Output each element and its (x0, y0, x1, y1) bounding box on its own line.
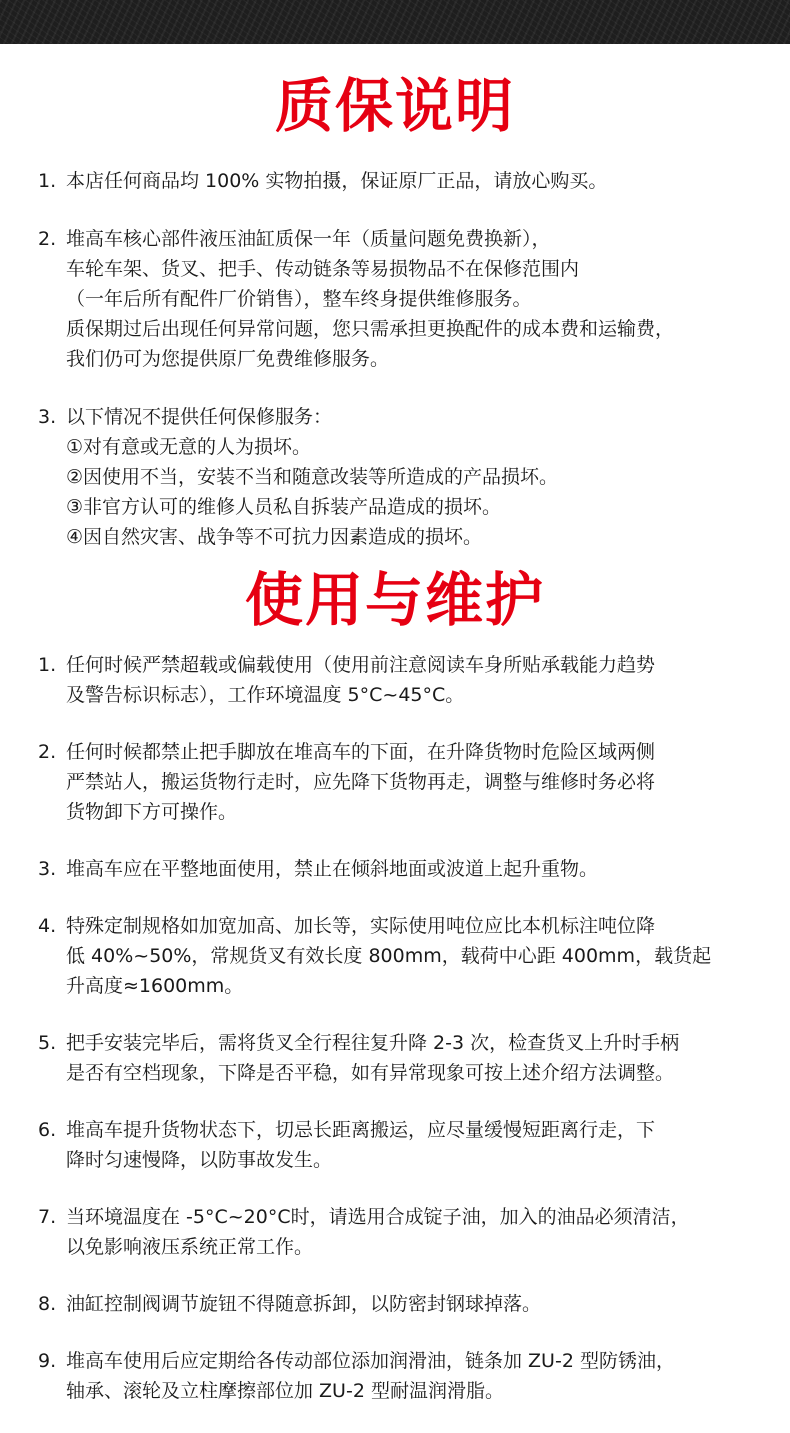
top-texture-band (0, 0, 790, 44)
item-text-line: ①对有意或无意的人为损坏。 (66, 436, 312, 458)
item-text-line: 把手安装完毕后，需将货叉全行程往复升降 2-3 次，检查货叉上升时手柄 (66, 1032, 680, 1054)
item-number: 9. (38, 1350, 57, 1372)
usage-maintenance-list (38, 650, 758, 1433)
item-text-line: 当环境温度在 -5°C~20°C时，请选用合成锭子油，加入的油品必须清洁， (66, 1206, 690, 1228)
item-number: 1. (38, 654, 57, 676)
item-number: 4. (38, 915, 57, 937)
item-text-line: 轴承、滚轮及立柱摩擦部位加 ZU-2 型耐温润滑脂。 (66, 1380, 504, 1402)
item-text-line: ③非官方认可的维修人员私自拆装产品造成的损坏。 (66, 496, 502, 518)
item-text-line: 堆高车应在平整地面使用，禁止在倾斜地面或波道上起升重物。 (66, 858, 599, 880)
item-number: 6. (38, 1119, 57, 1141)
item-number: 2. (38, 741, 57, 763)
item-text-line: 以免影响液压系统正常工作。 (66, 1236, 314, 1258)
list-item (38, 1202, 758, 1262)
item-text (66, 1028, 758, 1088)
item-text (66, 1115, 758, 1175)
list-item (38, 1115, 758, 1175)
list-item (38, 1028, 758, 1088)
item-text-line: 低 40%~50%，常规货叉有效长度 800mm，载荷中心距 400mm，载货起 (66, 945, 712, 967)
item-text-line: ②因使用不当，安装不当和随意改装等所造成的产品损坏。 (66, 466, 559, 488)
list-item (38, 737, 758, 827)
item-text (66, 650, 758, 710)
item-text (66, 402, 758, 552)
item-number: 1. (38, 170, 57, 192)
item-text (66, 1289, 758, 1319)
item-text-line: 是否有空档现象，下降是否平稳，如有异常现象可按上述介绍方法调整。 (66, 1062, 675, 1084)
item-text (66, 224, 758, 374)
item-text-line: 车轮车架、货叉、把手、传动链条等易损物品不在保修范围内 (66, 258, 580, 280)
list-item (38, 854, 758, 884)
item-text (66, 166, 758, 196)
item-text-line: 堆高车核心部件液压油缸质保一年（质量问题免费换新）， (66, 228, 551, 250)
item-text-line: （一年后所有配件厂价销售），整车终身提供维修服务。 (66, 288, 532, 310)
list-item (38, 166, 758, 196)
item-text-line: 任何时候都禁止把手脚放在堆高车的下面，在升降货物时危险区域两侧 (66, 741, 656, 763)
item-text-line: 堆高车使用后应定期给各传动部位添加润滑油，链条加 ZU-2 型防锈油， (66, 1350, 675, 1372)
item-text-line: ④因自然灾害、战争等不可抗力因素造成的损坏。 (66, 526, 483, 548)
list-item (38, 224, 758, 374)
item-number: 2. (38, 228, 57, 250)
item-text-line: 油缸控制阀调节旋钮不得随意拆卸，以防密封钢球掉落。 (66, 1293, 542, 1315)
list-item (38, 650, 758, 710)
list-item (38, 911, 758, 1001)
item-text-line: 堆高车提升货物状态下，切忌长距离搬运，应尽量缓慢短距离行走，下 (66, 1119, 656, 1141)
warranty-list (38, 166, 758, 580)
list-item (38, 1346, 758, 1406)
warranty-title: 质保说明 (274, 72, 515, 140)
list-item (38, 402, 758, 552)
item-text-line: 以下情况不提供任何保修服务： (66, 406, 333, 428)
item-text-line: 本店任何商品均 100% 实物拍摄，保证原厂正品，请放心购买。 (66, 170, 608, 192)
item-number: 7. (38, 1206, 57, 1228)
item-text-line: 任何时候严禁超载或偏载使用（使用前注意阅读车身所贴承载能力趋势 (66, 654, 656, 676)
item-text-line: 及警告标识标志），工作环境温度 5°C~45°C。 (66, 684, 465, 706)
item-text (66, 911, 758, 1001)
item-number: 8. (38, 1293, 57, 1315)
item-text-line: 特殊定制规格如加宽加高、加长等，实际使用吨位应比本机标注吨位降 (66, 915, 656, 937)
item-text (66, 737, 758, 827)
item-text-line: 严禁站人，搬运货物行走时，应先降下货物再走，调整与维修时务必将 (66, 771, 656, 793)
item-text (66, 1202, 758, 1262)
item-text-line: 降时匀速慢降，以防事故发生。 (66, 1149, 333, 1171)
item-number: 3. (38, 858, 57, 880)
list-item (38, 1289, 758, 1319)
item-text-line: 质保期过后出现任何异常问题，您只需承担更换配件的成本费和运输费， (66, 318, 675, 340)
item-text-line: 我们仍可为您提供原厂免费维修服务。 (66, 348, 390, 370)
item-text (66, 854, 758, 884)
item-number: 3. (38, 406, 57, 428)
usage-maintenance-title: 使用与维护 (244, 566, 545, 634)
item-text-line: 货物卸下方可操作。 (66, 801, 238, 823)
item-number: 5. (38, 1032, 57, 1054)
item-text (66, 1346, 758, 1406)
item-text-line: 升高度≈1600mm。 (66, 975, 244, 997)
